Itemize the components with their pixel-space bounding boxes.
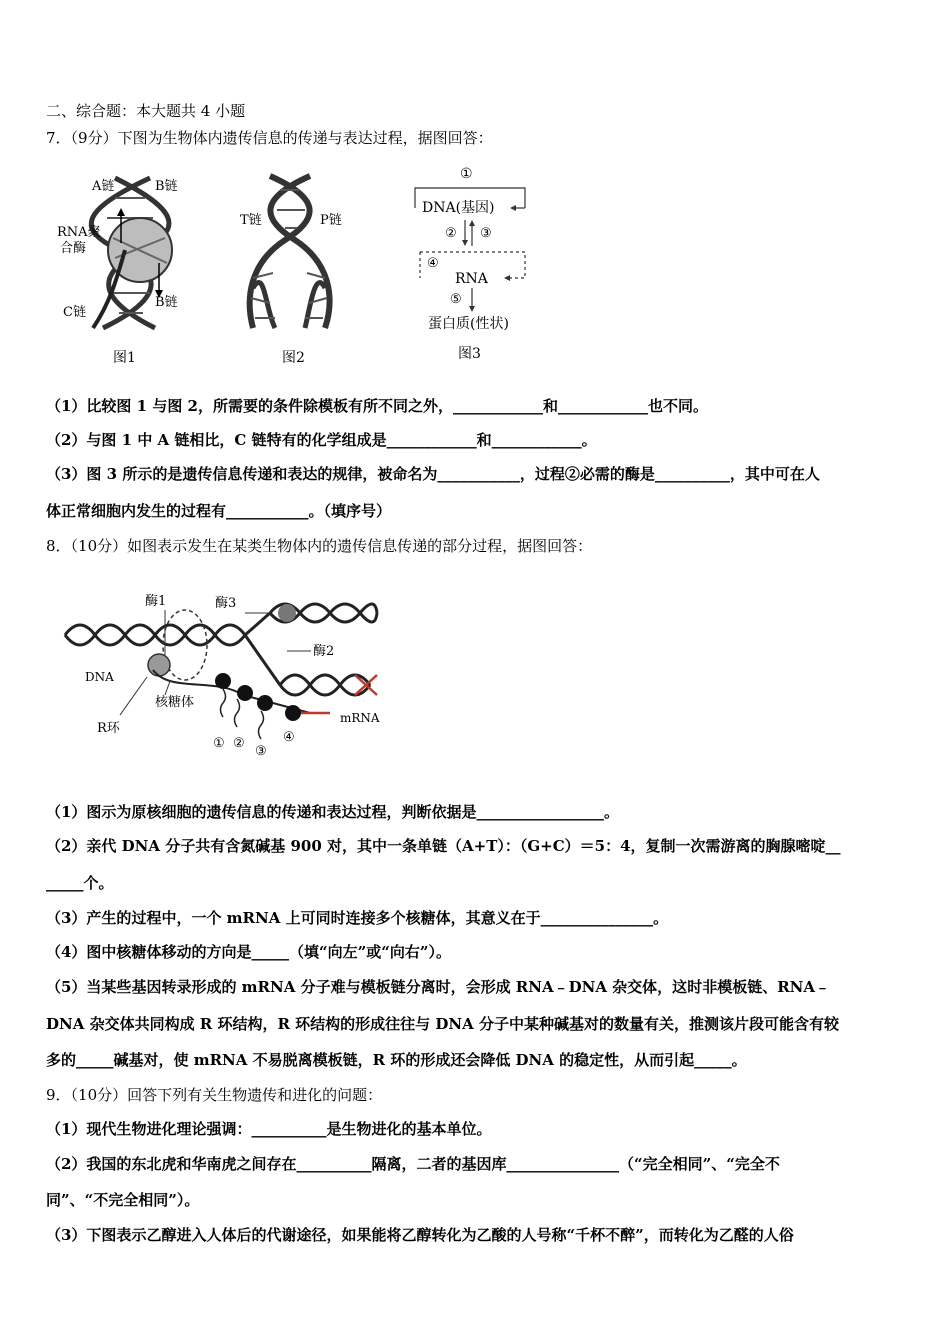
q8-enzyme-2-label: 酶2 [313, 644, 335, 659]
fig1-rna-polymerase-label-1: RNA聚 [57, 225, 101, 240]
q9-sub-2a: （2）我国的东北虎和华南虎之间存在__________隔离，二者的基因库_______________（“完全相同”、“完全不 [46, 1155, 780, 1173]
q8-sub-3: （3）产生的过程中，一个 mRNA 上可同时连接多个核糖体，其意义在于_______________。 [46, 909, 669, 927]
q7-sub-1: （1）比较图 1 与图 2，所需要的条件除模板有所不同之外，____________和____________也不同。 [46, 397, 708, 415]
fig1-b-chain-top-label: B链 [155, 179, 178, 194]
fig1-c-chain-label: C链 [63, 305, 86, 320]
q8-figure [55, 585, 395, 770]
q8-r-loop-label: R环 [97, 721, 120, 736]
q7-figure-3 [400, 160, 550, 365]
q9-sub-3: （3）下图表示乙醇进入人体后的代谢途径，如果能将乙醇转化为乙酸的人号称“千杯不醉”，而转化为乙醛的人俗 [46, 1226, 794, 1244]
q8-sub-4: （4）图中核糖体移动的方向是_____（填“向左”或“向右”）。 [46, 943, 451, 961]
fig1-rna-polymerase-label-2: 合酶 [60, 241, 87, 256]
fig3-process-3-label: ③ [480, 226, 492, 241]
q8-sub-1: （1）图示为原核细胞的遗传信息的传递和表达过程，判断依据是_________________。 [46, 803, 619, 821]
q7-figure-1 [55, 168, 205, 368]
fig1-b-chain-bottom-label: B链 [155, 295, 178, 310]
q8-sub-5c: 多的_____碱基对，使 mRNA 不易脱离模板链，R 环的形成还会降低 DNA 的稳定性，从而引起_____。 [46, 1051, 747, 1069]
fig3-caption: 图3 [458, 346, 481, 362]
fig2-caption: 图2 [282, 350, 305, 366]
fig3-process-2-label: ② [445, 226, 457, 241]
q8-enzyme-3-label: 酶3 [215, 596, 237, 611]
q9-sub-2b: 同”、“不完全相同”）。 [46, 1191, 200, 1209]
q8-chain-4-label: ④ [283, 730, 295, 745]
fig3-process-1-label: ① [460, 166, 473, 182]
q8-enzyme-1-label: 酶1 [145, 594, 167, 609]
q8-dna-label: DNA [85, 670, 114, 684]
fig1-caption: 图1 [113, 350, 136, 366]
fig3-process-4-label: ④ [427, 256, 439, 271]
q7-sub-3b: 体正常细胞内发生的过程有___________。（填序号） [46, 502, 392, 520]
q7-stem: 7．（9分）下图为生物体内遗传信息的传递与表达过程，据图回答： [46, 129, 493, 147]
fig3-protein-label: 蛋白质(性状) [428, 316, 509, 332]
q9-sub-1: （1）现代生物进化理论强调：__________是生物进化的基本单位。 [46, 1120, 492, 1138]
q8-sub-5a: （5）当某些基因转录形成的 mRNA 分子难与模板链分离时，会形成 RNA﹣DNA 杂交体，这时非模板链、RNA﹣ [46, 978, 831, 996]
fig2-p-chain-label: P链 [320, 213, 342, 228]
fig3-dna-gene-label: DNA(基因) [422, 200, 495, 216]
q8-chain-1-label: ① [213, 736, 225, 751]
q8-ribosome-label: 核糖体 [155, 695, 195, 710]
fig3-rna-label: RNA [455, 271, 488, 287]
q8-sub-5b: DNA 杂交体共同构成 R 环结构，R 环结构的形成往往与 DNA 分子中某种碱基对的数量有关，推测该片段可能含有较 [46, 1015, 839, 1033]
fig2-t-chain-label: T链 [240, 213, 262, 228]
q8-chain-2-label: ② [233, 736, 245, 751]
fig1-a-chain-label: A链 [92, 179, 115, 194]
section-title: 二、综合题：本大题共 4 小题 [46, 102, 246, 120]
q7-figure-2 [225, 168, 375, 368]
q8-mrna-label: mRNA [340, 711, 380, 725]
q8-sub-2b: _____个。 [46, 874, 114, 892]
q7-sub-2: （2）与图 1 中 A 链相比，C 链特有的化学组成是____________和____________。 [46, 431, 597, 449]
q8-chain-3-label: ③ [255, 744, 267, 759]
q9-stem: 9．（10分）回答下列有关生物遗传和进化的问题： [46, 1086, 383, 1104]
fig3-process-5-label: ⑤ [450, 292, 462, 307]
q8-sub-2a: （2）亲代 DNA 分子共有含氮碱基 900 对，其中一条单链（A+T）：（G+C）＝5：4，复制一次需游离的胸腺嘧啶__ [46, 837, 841, 855]
q8-stem: 8．（10分）如图表示发生在某类生物体内的遗传信息传递的部分过程，据图回答： [46, 537, 593, 555]
q7-sub-3a: （3）图 3 所示的是遗传信息传递和表达的规律，被命名为___________，过程②必需的酶是__________，其中可在人 [46, 465, 820, 483]
